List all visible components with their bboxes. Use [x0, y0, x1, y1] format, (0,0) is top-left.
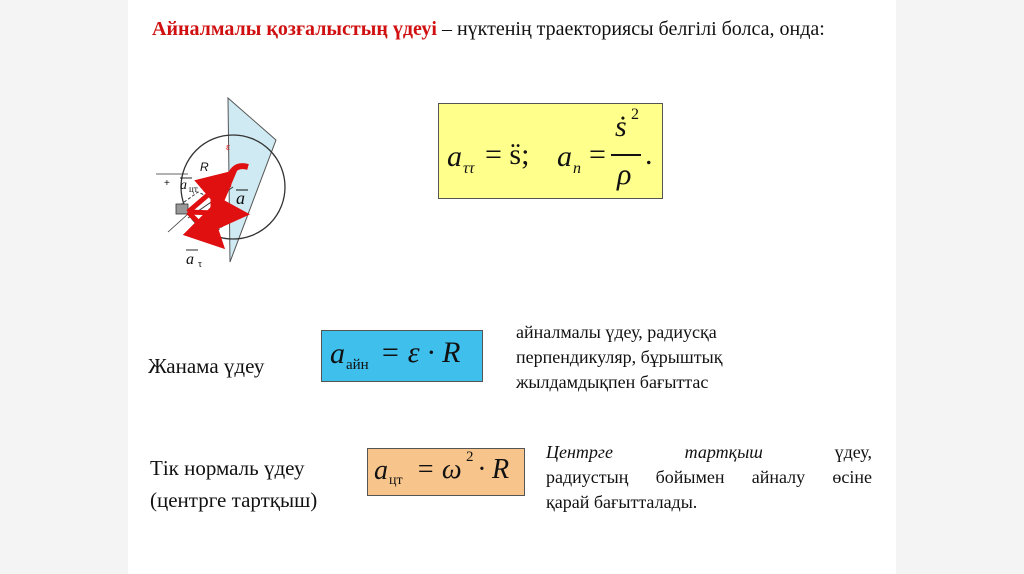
heading-rest: – нүктенің траекториясы белгілі болса, онда: — [436, 18, 825, 40]
normal-desc-word: өсіне — [832, 467, 872, 487]
formula-a-tt-var: a — [447, 140, 462, 173]
normal-formula-exp: 2 — [466, 449, 474, 465]
tangential-formula-box — [321, 330, 483, 382]
heading-highlight: Айналмалы қозғалыстың үдеуі — [152, 18, 437, 40]
a-total-arrow — [188, 212, 240, 214]
label-a-tau: a — [186, 251, 194, 268]
tangential-description — [516, 320, 836, 395]
normal-label — [150, 452, 317, 516]
normal-formula-box — [367, 448, 525, 496]
tangential-desc-line: перпендикуляр, бұрыштық — [516, 347, 723, 367]
formula-a-n-var: a — [557, 140, 572, 173]
main-formula-box — [438, 103, 663, 199]
normal-formula-eq: = ω — [416, 454, 462, 485]
label-a-ct: a — [180, 178, 187, 193]
tangential-label: Жанама үдеу — [148, 354, 265, 378]
label-plus: + — [164, 178, 170, 189]
normal-desc-word: айналу — [751, 467, 806, 487]
label-epsilon: ε — [226, 142, 231, 153]
fraction-bar — [611, 154, 641, 156]
tangential-formula-rhs: = ε · R — [380, 336, 461, 369]
wedge-shape — [228, 98, 276, 262]
normal-desc-word: үдеу, — [834, 442, 872, 462]
tangential-desc-line: жылдамдықпен бағыттас — [516, 372, 709, 392]
label-R: R — [200, 160, 209, 174]
label-a-ct-sub: цт — [189, 184, 198, 194]
tangential-formula-sub: айн — [346, 357, 369, 373]
rotation-diagram — [148, 92, 308, 282]
formula-numerator-exp: 2 — [631, 106, 639, 123]
normal-formula-var: a — [374, 455, 388, 486]
normal-desc-word: Центрге — [546, 442, 613, 462]
normal-formula-rhs: · R — [478, 454, 510, 485]
label-a-tau-sub: τ — [198, 259, 203, 270]
label-a: a — [236, 188, 245, 208]
normal-desc-word: радиустың — [546, 467, 629, 487]
formula-end-period: . — [645, 138, 653, 171]
normal-desc-line3: қарай бағытталады. — [546, 492, 698, 512]
normal-desc-word: тартқыш — [684, 442, 763, 462]
normal-description — [546, 440, 872, 515]
normal-formula-sub: цт — [389, 473, 403, 488]
tangential-desc-line: айналмалы үдеу, радиусқа — [516, 322, 717, 342]
normal-desc-line1 — [546, 440, 872, 465]
formula-a-n-eq: = — [589, 138, 606, 171]
normal-desc-word: бойымен — [655, 467, 725, 487]
formula-numerator: ṡ — [615, 110, 627, 143]
normal-desc-line2 — [546, 465, 872, 490]
normal-label-line2: (центрге тартқыш) — [150, 488, 318, 512]
moving-point — [176, 204, 188, 214]
formula-a-tt-rhs: = s̈; — [485, 138, 530, 171]
slide-heading — [152, 18, 892, 41]
a-tau-arrow — [188, 212, 218, 242]
formula-denominator: ρ — [617, 158, 632, 191]
formula-a-tt-sub: ττ — [463, 160, 475, 177]
tangential-formula-var: a — [330, 337, 345, 370]
normal-label-line1: Тік нормаль үдеу — [150, 456, 305, 480]
formula-a-n-sub: n — [573, 160, 581, 177]
